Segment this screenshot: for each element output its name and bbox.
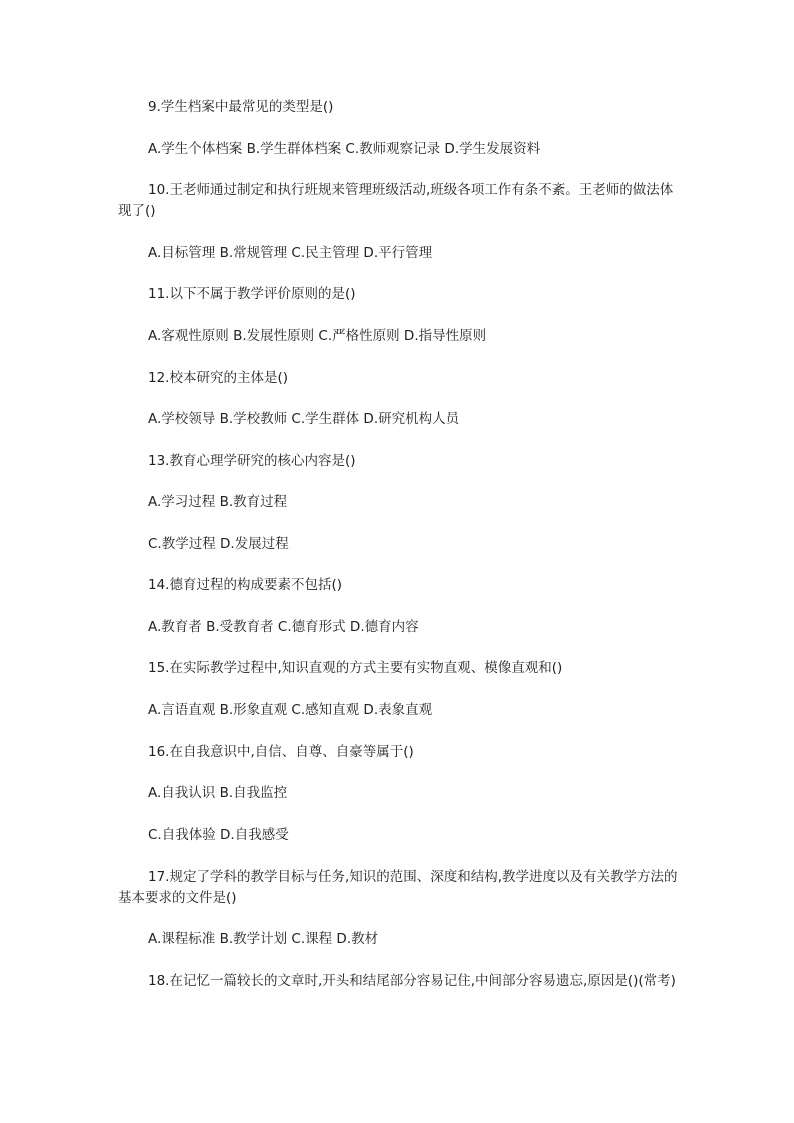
question-18: 18.在记忆一篇较长的文章时,开头和结尾部分容易记住,中间部分容易遗忘,原因是()(常考) — [148, 973, 676, 989]
options-16-cd: C.自我体验 D.自我感受 — [148, 827, 289, 843]
options-13-ab: A.学习过程 B.教育过程 — [148, 494, 288, 510]
options-12: A.学校领导 B.学校教师 C.学生群体 D.研究机构人员 — [148, 411, 460, 427]
question-16: 16.在自我意识中,自信、自尊、自豪等属于() — [148, 744, 414, 760]
options-15: A.言语直观 B.形象直观 C.感知直观 D.表象直观 — [148, 702, 433, 718]
question-15: 15.在实际教学过程中,知识直观的方式主要有实物直观、模像直观和() — [148, 660, 563, 676]
options-9: A.学生个体档案 B.学生群体档案 C.教师观察记录 D.学生发展资料 — [148, 141, 541, 157]
options-16-ab: A.自我认识 B.自我监控 — [148, 785, 288, 801]
options-11: A.客观性原则 B.发展性原则 C.严格性原则 D.指导性原则 — [148, 328, 487, 344]
question-11: 11.以下不属于教学评价原则的是() — [148, 286, 356, 302]
question-17: 17.规定了学科的教学目标与任务,知识的范围、深度和结构,教学进度以及有关教学方法的基本要求的文件是() — [118, 869, 678, 906]
question-12: 12.校本研究的主体是() — [148, 370, 289, 386]
question-9: 9.学生档案中最常见的类型是() — [148, 99, 334, 115]
options-17: A.课程标准 B.教学计划 C.课程 D.教材 — [148, 931, 379, 947]
question-13: 13.教育心理学研究的核心内容是() — [148, 453, 356, 469]
question-14: 14.德育过程的构成要素不包括() — [148, 577, 343, 593]
options-10: A.目标管理 B.常规管理 C.民主管理 D.平行管理 — [148, 245, 433, 261]
question-10: 10.王老师通过制定和执行班规来管理班级活动,班级各项工作有条不紊。王老师的做法体现了() — [118, 182, 674, 219]
options-13-cd: C.教学过程 D.发展过程 — [148, 536, 289, 552]
options-14: A.教育者 B.受教育者 C.德育形式 D.德育内容 — [148, 619, 419, 635]
